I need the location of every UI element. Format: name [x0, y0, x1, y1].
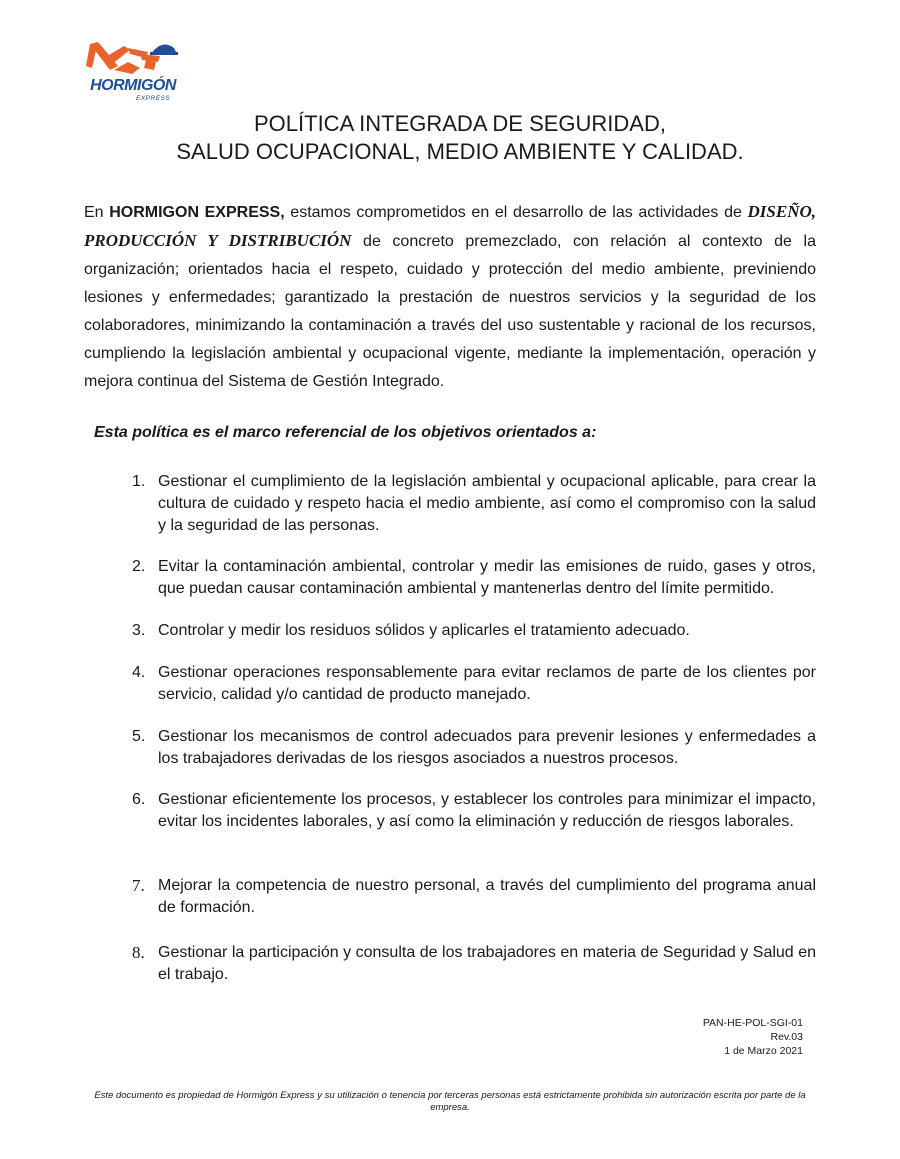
item-text: Controlar y medir los residuos sólidos y aplicarles el tratamiento adecuado.: [158, 622, 690, 639]
intro-text-2: estamos comprometidos en el desarrollo de las actividades de: [284, 204, 748, 221]
item-number: 7.: [132, 876, 145, 895]
item-text: Gestionar los mecanismos de control adecuados para prevenir lesiones y enfermedades a los trabajadores derivadas de los riesgos asociados a nuestros procesos.: [158, 728, 816, 767]
activities-emphasis: DISEÑO, PRODUCCIÓN Y DISTRIBUCIÓN: [84, 202, 817, 250]
intro-text-3: de concreto premezclado, con relación al contexto de la organización; orientados hacia el respeto, cuidado y protección del medio ambiente, previniendo lesiones y enfermedades; garantizado la prestación de nuestros servicios y la seguridad de los colaboradores, minimizando la contaminación a través del uso sustentable y racional de los recursos, cumpliendo la legislación ambiental y ocupacional vigente, mediante la implementación, operación y mejora continua del Sistema de Gestión Integrado.: [84, 233, 816, 390]
title-line-2: SALUD OCUPACIONAL, MEDIO AMBIENTE Y CALIDAD.: [176, 139, 744, 164]
document-reference: [703, 1016, 803, 1058]
item-text: Gestionar operaciones responsablemente para evitar reclamos de parte de los clientes por servicio, calidad y/o cantidad de producto manejado.: [158, 664, 816, 703]
item-number: 6.: [132, 791, 146, 808]
item-number: 3.: [132, 622, 146, 639]
intro-text-1: En: [84, 204, 110, 221]
logo-subtext: EXPRESS: [136, 95, 171, 102]
intro-paragraph: [84, 198, 816, 396]
item-number: 2.: [132, 558, 146, 575]
company-logo: [84, 40, 184, 106]
document-date: 1 de Marzo 2021: [724, 1045, 803, 1057]
item-text: Gestionar la participación y consulta de los trabajadores en materia de Seguridad y Salud en el trabajo.: [158, 944, 816, 983]
footer-disclaimer: Este documento es propiedad de Hormigón Express y su utilización o tenencia por terceras personas está estrictamente prohibida sin autorización escrita por parte de la empresa.: [94, 1090, 806, 1113]
document-code: PAN-HE-POL-SGI-01: [702, 1017, 803, 1029]
item-text: Evitar la contaminación ambiental, controlar y medir las emisiones de ruido, gases y otros, que puedan causar contaminación ambiental y mantenerlas dentro del límite permitido.: [158, 558, 816, 597]
objectives-heading: Esta política es el marco referencial de los objetivos orientados a:: [94, 424, 597, 441]
item-number: 1.: [132, 473, 146, 490]
item-number: 4.: [132, 664, 146, 681]
document-revision: Rev.03: [770, 1031, 803, 1043]
logo-wordmark: HORMIGÓN: [90, 77, 176, 94]
item-number: 8.: [132, 943, 145, 962]
company-name: HORMIGON EXPRESS,: [109, 204, 285, 221]
title-line-1: POLÍTICA INTEGRADA DE SEGURIDAD,: [254, 111, 666, 136]
logo-graphic-icon: [84, 40, 184, 80]
item-number: 5.: [132, 728, 146, 745]
item-text: Mejorar la competencia de nuestro personal, a través del cumplimiento del programa anual de formación.: [158, 877, 816, 916]
item-text: Gestionar el cumplimiento de la legislación ambiental y ocupacional aplicable, para crear la cultura de cuidado y respeto hacia el medio ambiente, así como el compromiso con la salud y la seguridad de las personas.: [158, 473, 816, 534]
page-title: [0, 110, 900, 166]
item-text: Gestionar eficientemente los procesos, y establecer los controles para minimizar el impacto, evitar los incidentes laborales, y así como la eliminación y reducción de riesgos laborales.: [158, 791, 816, 830]
